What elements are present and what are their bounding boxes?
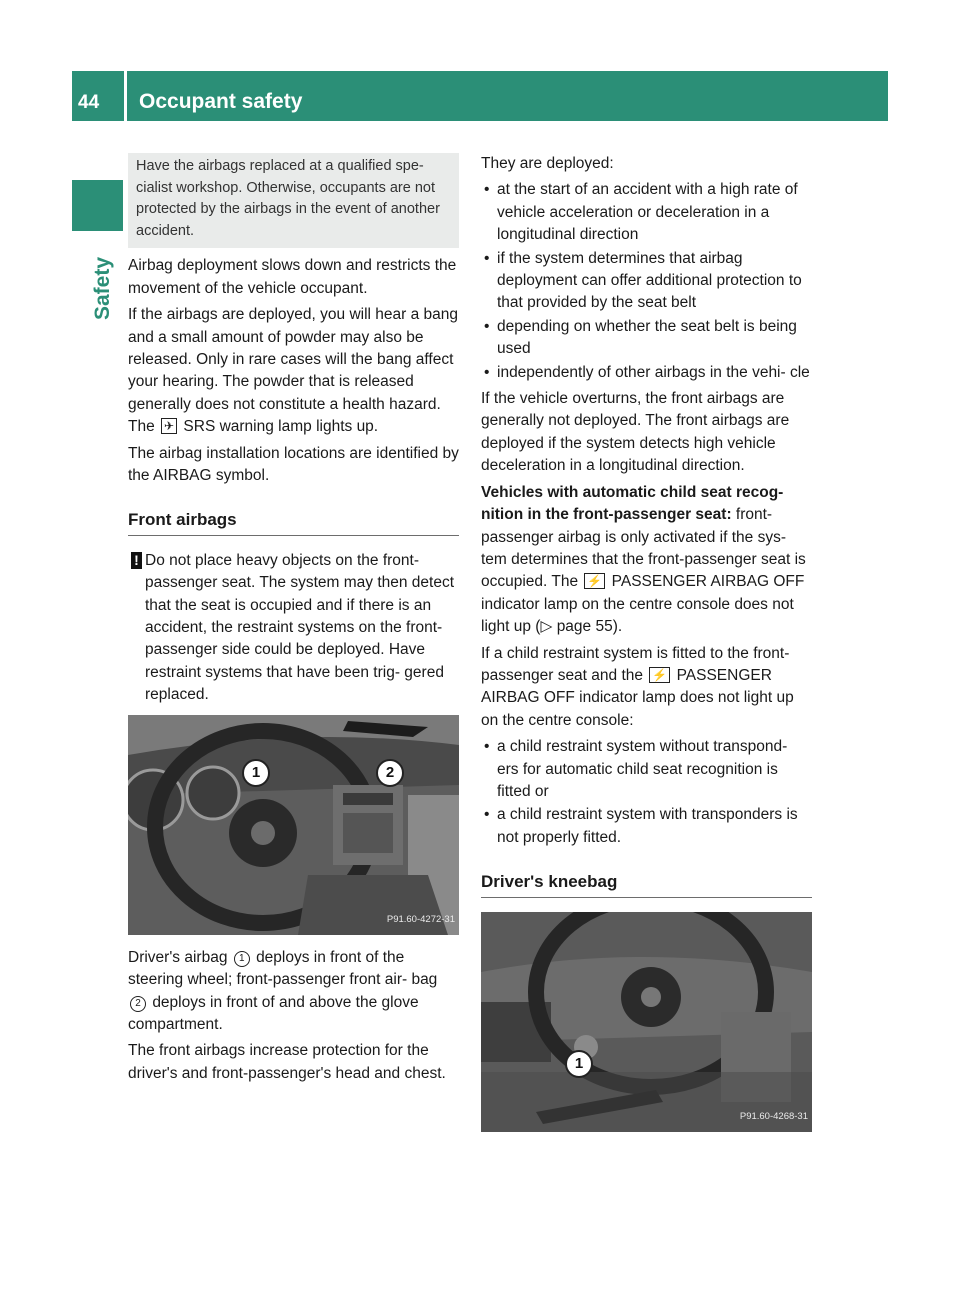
list-item: • depending on whether the seat belt is being used	[481, 316, 812, 361]
callout-2: 2	[130, 996, 146, 1012]
paragraph: If the vehicle overturns, the front airbags are generally not deployed. The front airbags are deployed if the system detects high vehicle deceleration in a longitudinal direction.	[481, 390, 790, 475]
note-box: Have the airbags replaced at a qualified spe- cialist workshop. Otherwise, occupants are not protected by the airbags in the event of another accident.	[128, 153, 459, 248]
bullet-list	[481, 179, 812, 384]
image-marker-1: 1	[565, 1050, 593, 1078]
page-ref-arrow-icon: ▷	[540, 618, 553, 636]
paragraph: If the airbags are deployed, you will hear a bang and a small amount of powder may also be released. Only in rare cases will the bang affect your hearing. The powder that is released generally does not constitute a health hazard. The ✈ SRS warning lamp lights up.	[128, 306, 459, 436]
list-item: • at the start of an accident with a high rate of vehicle acceleration or deceleration in a longitudinal direction	[481, 179, 812, 246]
section-heading-front-airbags: Front airbags	[128, 509, 459, 535]
srs-warning-icon: ✈	[161, 418, 177, 434]
section-heading-kneebag: Driver's kneebag	[481, 871, 812, 897]
page-number: 44	[78, 92, 100, 113]
paragraph: Vehicles with automatic child seat recog- nition in the front-passenger seat: front- passenger airbag is only activated if the sys- tem determines that the front-passenger seat is occupied. The ⚡ PASSENGER AIRBAG OFF indicator lamp on the centre console does not light up (▷ page 55).	[481, 483, 806, 636]
paragraph: Airbag deployment slows down and restricts the movement of the vehicle occupant.	[128, 257, 457, 297]
dashboard-illustration	[128, 715, 459, 935]
side-tab-label: Safety	[91, 256, 114, 320]
kneebag-photo	[481, 912, 812, 1132]
paragraph: The front airbags increase protection for the driver's and front-passenger's head and chest.	[128, 1042, 446, 1082]
paragraph: The airbag installation locations are identified by the AIRBAG symbol.	[128, 444, 459, 485]
passenger-airbag-off-icon: ⚡	[649, 667, 670, 683]
left-column	[128, 153, 459, 1089]
list-item: • if the system determines that airbag deployment can offer additional protection to that provided by the seat belt	[481, 248, 812, 315]
callout-1: 1	[234, 951, 250, 967]
right-column	[481, 153, 812, 1144]
paragraph: If a child restraint system is fitted to the front- passenger seat and the ⚡ PASSENGER AIRBAG OFF indicator lamp does not light up on the centre console:	[481, 644, 794, 729]
list-item: • independently of other airbags in the vehi- cle	[481, 362, 812, 384]
image-marker-2: 2	[376, 759, 404, 787]
side-tab-marker	[72, 180, 123, 231]
passenger-airbag-off-icon: ⚡	[584, 573, 605, 589]
list-item: • a child restraint system with transponders is not properly fitted.	[481, 804, 812, 849]
page-link[interactable]: page 55).	[556, 618, 623, 636]
warning-icon: !	[128, 552, 145, 569]
header-divider	[124, 71, 127, 121]
kneebag-illustration	[481, 912, 812, 1132]
image-code: P91.60-4268-31	[739, 1111, 808, 1123]
list-item: • a child restraint system without transpond- ers for automatic child seat recognition is fitted or	[481, 736, 812, 803]
image-marker-1: 1	[242, 759, 270, 787]
paragraph: Driver's airbag 1 deploys in front of the steering wheel; front-passenger front air- bag 2 deploys in front of and above the glove compartment.	[128, 948, 438, 1033]
front-airbags-photo	[128, 715, 459, 935]
image-code: P91.60-4272-31	[386, 914, 455, 926]
warning-text: Do not place heavy objects on the front- passenger seat. The system may then detect that the seat is occupied and if there is an accident, the restraint systems on the front-passenger side could be deployed. Have restraint systems that have been trig- gered replaced.	[145, 551, 455, 704]
page-title: Occupant safety	[139, 90, 303, 113]
paragraph: They are deployed:	[481, 155, 614, 172]
warning-block	[128, 550, 459, 707]
bullet-list	[481, 736, 812, 849]
